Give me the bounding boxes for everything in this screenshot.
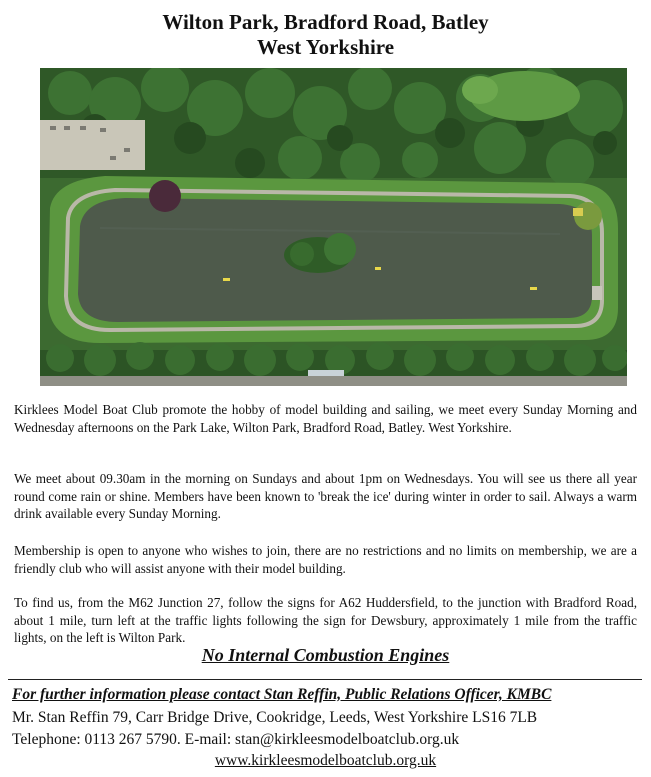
membership-paragraph: Membership is open to anyone who wishes to join, there are no restrictions and no limits on membership, we are a friendly club who will assist anyone with their model building. bbox=[14, 543, 637, 576]
page-subtitle: West Yorkshire bbox=[256, 35, 395, 59]
website-link[interactable]: www.kirkleesmodelboatclub.org.uk bbox=[214, 752, 437, 769]
contact-heading: For further information please contact Stan Reffin, Public Relations Officer, KMBC bbox=[12, 686, 552, 703]
divider bbox=[8, 679, 642, 680]
intro-paragraph: Kirklees Model Boat Club promote the hobby of model building and sailing, we meet every Sunday Morning and Wednesday afternoons on the Park Lake, Wilton Park, Bradford Road, Batley. West Yorkshire. bbox=[14, 402, 637, 435]
meeting-times-paragraph: We meet about 09.30am in the morning on Sundays and about 1pm on Wednesdays. You will see us there all year round come rain or shine. Members have been known to 'break the ice' during winter in order to sail. Always a warm drink available every Sunday Morning. bbox=[14, 471, 637, 521]
directions-paragraph: To find us, from the M62 Junction 27, follow the signs for A62 Huddersfield, to the junction with Bradford Road, about 1 mile, turn left at the traffic lights following the sign for Dewsbury, approximately 1 mile from the traffic lights, on the left is Wilton Park. bbox=[14, 595, 637, 645]
page-title: Wilton Park, Bradford Road, Batley bbox=[162, 10, 489, 34]
aerial-photo-park-lake bbox=[40, 68, 627, 386]
engine-notice: No Internal Combustion Engines bbox=[201, 645, 450, 665]
contact-address: Mr. Stan Reffin 79, Carr Bridge Drive, Cookridge, Leeds, West Yorkshire LS16 7LB bbox=[12, 709, 538, 726]
contact-telephone-email: Telephone: 0113 267 5790. E-mail: stan@kirkleesmodelboatclub.org.uk bbox=[12, 731, 460, 748]
